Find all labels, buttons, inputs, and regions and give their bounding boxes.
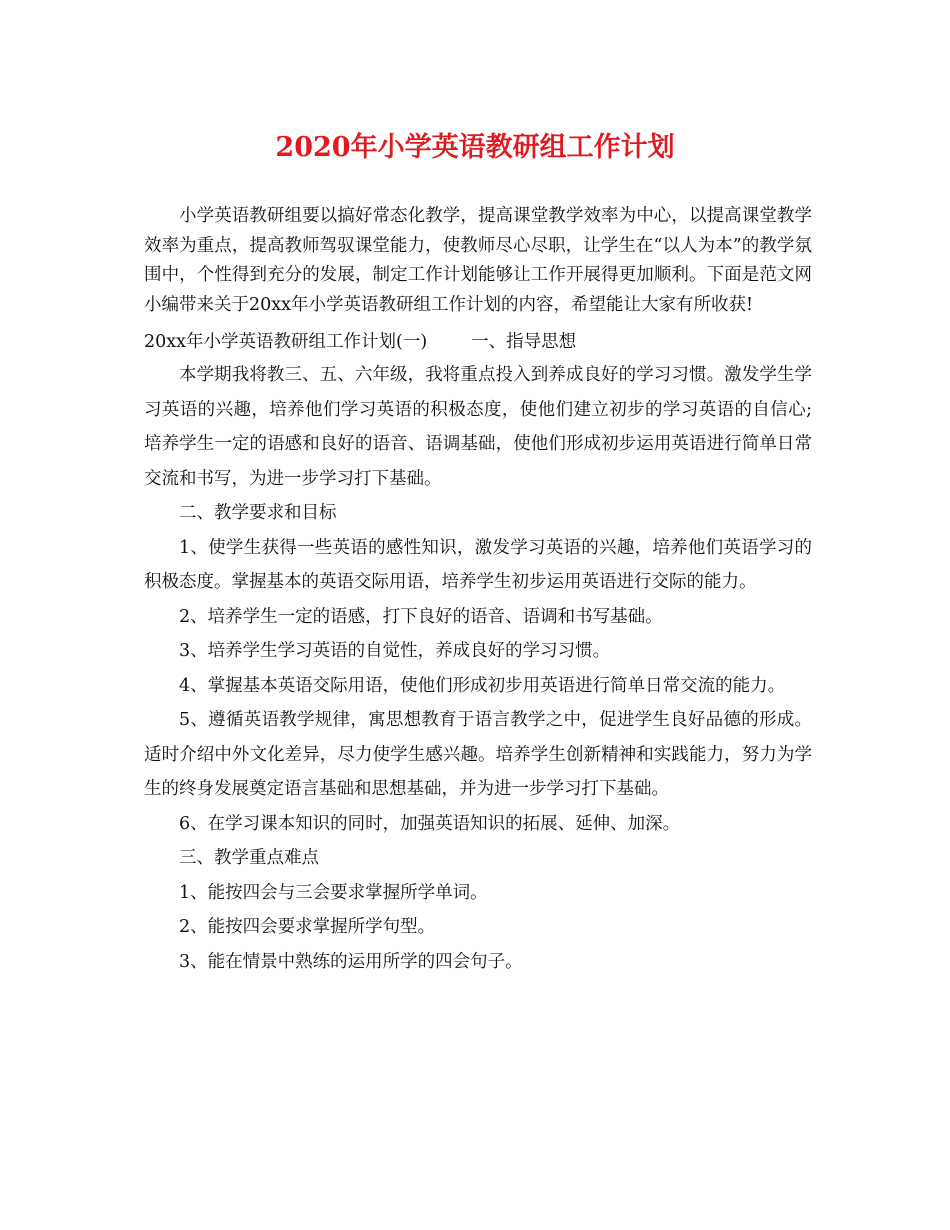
section-3-item: 1、能按四会与三会要求掌握所学单词。 (179, 882, 488, 903)
section-3-item: 2、能按四会要求掌握所学句型。 (179, 917, 436, 938)
section-2-item: 5、遵循英语教学规律，寓思想教育于语言教学之中，促进学生良好品德的形成。适时介绍中外文化差异，尽力使学生感兴趣。培养学生创新精神和实践能力，努力为学生的终身发展奠定语言基础和思想基础，并为进一步学习打下基础。 (144, 710, 812, 800)
section-3-item: 3、能在情景中熟练的运用所学的四会句子。 (179, 951, 523, 972)
part-title: 20xx年小学英语教研组工作计划(一) (144, 332, 428, 353)
section-2-item: 6、在学习课本知识的同时，加强英语知识的拓展、延伸、加深。 (179, 813, 681, 834)
section-1-paragraph: 本学期我将教三、五、六年级，我将重点投入到养成良好的学习习惯。激发学生学习英语的兴趣，培养他们学习英语的积极态度，使他们建立初步的学习英语的自信心;培养学生一定的语感和良好的语音、语调基础，使他们形成初步运用英语进行简单日常交流和书写，为进一步学习打下基础。 (144, 365, 812, 489)
section-2-item: 3、培养学生学习英语的自觉性，养成良好的学习习惯。 (179, 641, 611, 662)
section-2-item: 1、使学生获得一些英语的感性知识，激发学习英语的兴趣，培养他们英语学习的积极态度。掌握基本的英语交际用语，培养学生初步运用英语进行交际的能力。 (144, 537, 812, 593)
section-3-heading: 三、教学重点难点 (179, 848, 319, 869)
part-heading-line (144, 324, 812, 360)
section-2-item: 4、掌握基本英语交际用语，使他们形成初步用英语进行简单日常交流的能力。 (179, 675, 786, 696)
section-1-heading: 一、指导思想 (471, 332, 577, 353)
document-body (144, 202, 812, 979)
document-title: 2020年小学英语教研组工作计划 (275, 132, 675, 163)
section-2-heading: 二、教学要求和目标 (179, 503, 337, 524)
section-2-item: 2、培养学生一定的语感，打下良好的语音、语调和书写基础。 (179, 606, 663, 627)
intro-paragraph: 小学英语教研组要以搞好常态化教学，提高课堂教学效率为中心，以提高课堂教学效率为重点，提高教师驾驭课堂能力，使教师尽心尽职，让学生在“以人为本”的教学氛围中，个性得到充分的发展，制定工作计划能够让工作开展得更加顺利。下面是范文网小编带来关于20xx年小学英语教研组工作计划的内容，希望能让大家有所收获! (144, 206, 812, 315)
